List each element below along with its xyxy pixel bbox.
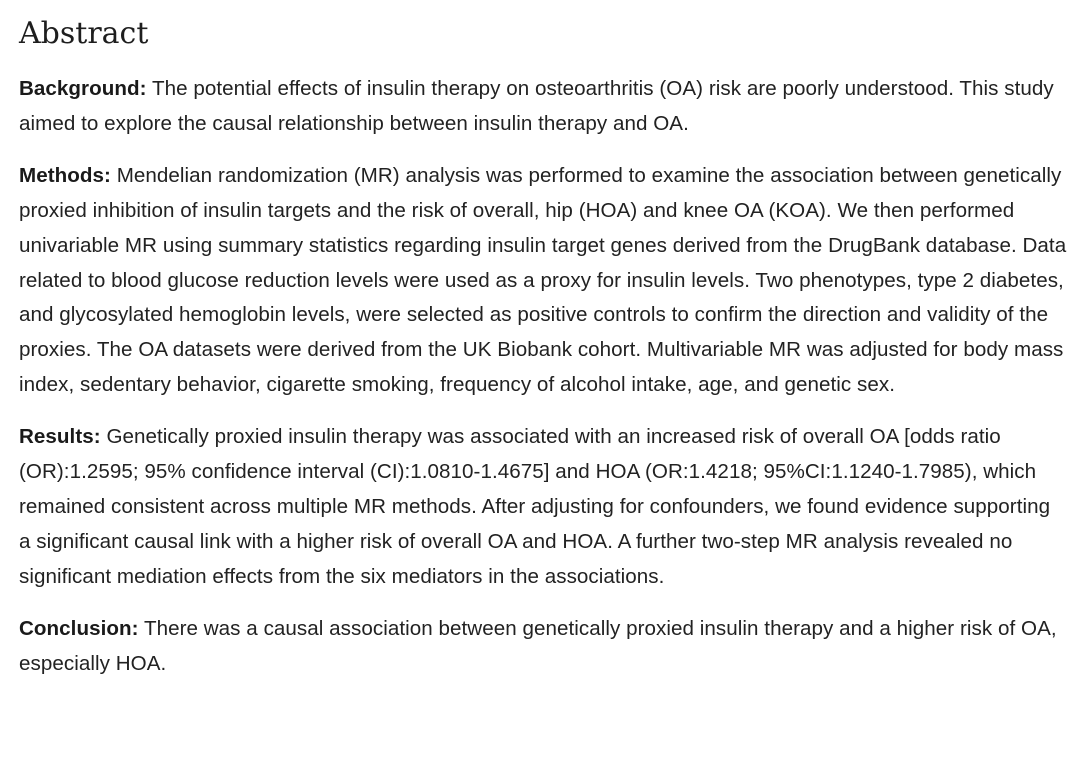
abstract-heading: Abstract: [19, 16, 149, 51]
methods-label: Methods:: [19, 163, 111, 187]
methods-paragraph: [19, 159, 1067, 403]
results-paragraph: [19, 420, 1067, 595]
methods-text: Mendelian randomization (MR) analysis was performed to examine the association between genetically proxied inhibition of insulin targets and the risk of overall, hip (HOA) and knee OA (KOA). We then performed univariable MR using summary statistics regarding insulin target genes derived from the DrugBank database. Data related to blood glucose reduction levels were used as a proxy for insulin levels. Two phenotypes, type 2 diabetes, and glycosylated hemoglobin levels, were selected as positive controls to confirm the direction and validity of the proxies. The OA datasets were derived from the UK Biobank cohort. Multivariable MR was adjusted for body mass index, sedentary behavior, cigarette smoking, frequency of alcohol intake, age, and genetic sex.: [19, 163, 1067, 397]
abstract-section: [19, 0, 1067, 682]
conclusion-paragraph: [19, 612, 1067, 682]
conclusion-text: There was a causal association between genetically proxied insulin therapy and a higher risk of OA, especially HOA.: [19, 616, 1057, 675]
results-text: Genetically proxied insulin therapy was associated with an increased risk of overall OA [odds ratio (OR):1.2595; 95% confidence interval (CI):1.0810-1.4675] and HOA (OR:1.4218; 95%CI:1.1240-1.7985), which remained consistent across multiple MR methods. After adjusting for confounders, we found evidence supporting a significant causal link with a higher risk of overall OA and HOA. A further two-step MR analysis revealed no significant mediation effects from the six mediators in the associations.: [19, 425, 1051, 588]
conclusion-label: Conclusion:: [19, 616, 139, 640]
background-label: Background:: [19, 77, 147, 100]
background-paragraph: [19, 72, 1067, 142]
results-label: Results:: [19, 425, 101, 449]
background-text: The potential effects of insulin therapy on osteoarthritis (OA) risk are poorly understood. This study aimed to explore the causal relationship between insulin therapy and OA.: [19, 77, 1054, 135]
